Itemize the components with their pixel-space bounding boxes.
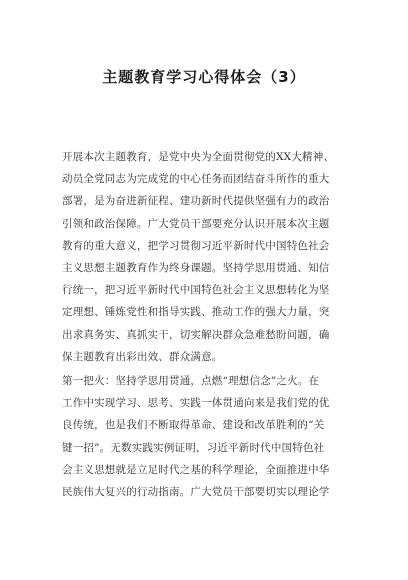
- text-line: 第一把火：坚持学思用贯通，点燃“理想信念”之火。在: [62, 375, 320, 387]
- text-line: 定理想、锤炼党性和指导实践、推动工作的强大力量，突: [62, 306, 330, 319]
- paragraph-1: [62, 146, 350, 368]
- paragraph-2: [62, 370, 350, 503]
- text-line: 出求真务实、真抓实干，切实解决群众急难愁盼问题，确: [62, 328, 330, 341]
- document-title: 主题教育学习心得体会（3）: [102, 68, 306, 86]
- text-line: 会主义思想就是立足时代之基的科学理论，全面推进中华: [62, 463, 330, 476]
- text-line: 动员全党同志为完成党的中心任务而团结奋斗所作的重大: [62, 173, 330, 186]
- text-line: 部署，是为奋进新征程、建功新时代提供坚强有力的政治: [62, 195, 330, 208]
- text-line: 教育的重大意义，把学习贯彻习近平新时代中国特色社会: [62, 239, 330, 252]
- text-line: 主义思想主题教育作为终身课题。坚持学思用贯通、知信: [62, 261, 330, 274]
- text-line: 工作中实现学习、思考、实践一体贯通向来是我们党的优: [62, 397, 330, 410]
- text-line: 开展本次主题教育，是党中央为全面贯彻党的XX大精神、: [62, 151, 335, 163]
- text-line: 保主题教育出彩出效、群众满意。: [62, 350, 223, 363]
- text-line: 民族伟大复兴的行动指南。广大党员干部要切实以理论学: [62, 485, 330, 498]
- text-line: 良传统，也是我们不断取得革命、建设和改革胜利的“关: [62, 419, 325, 432]
- text-line: 引领和政治保障。广大党员干部要充分认识开展本次主题: [62, 217, 330, 230]
- text-line: 键一招”。无数实践实例证明，习近平新时代中国特色社: [62, 441, 325, 454]
- text-line: 行统一，把习近平新时代中国特色社会主义思想转化为坚: [62, 284, 330, 297]
